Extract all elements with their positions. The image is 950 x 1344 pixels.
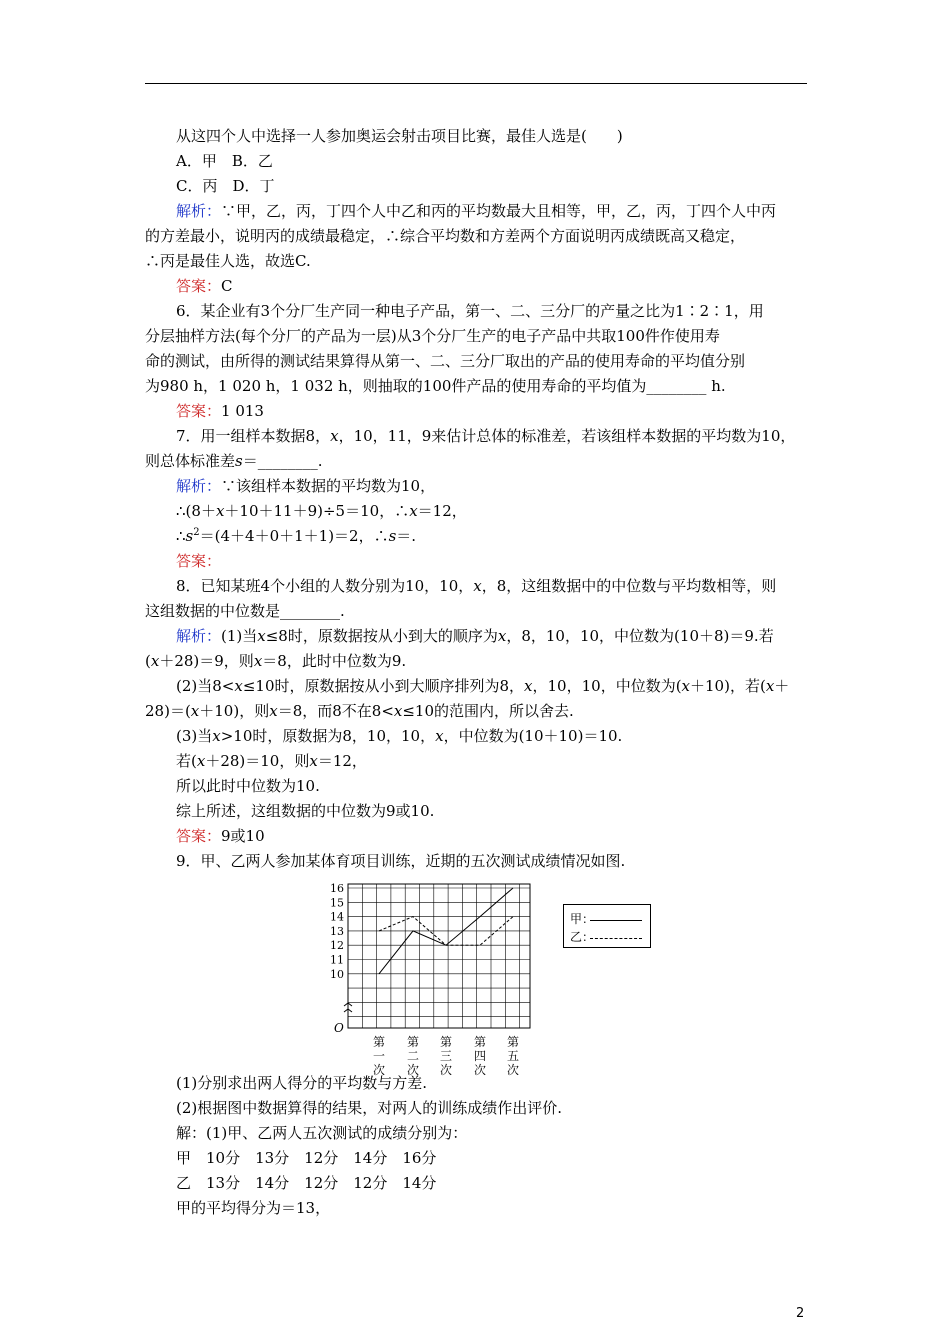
var-x: x xyxy=(212,727,221,745)
x-tick-label: 第 xyxy=(406,1035,420,1049)
q6-line-1: 6．某企业有3个分厂生产同一种电子产品，第一、二、三分厂的产量之比为1∶2∶1，用 xyxy=(176,302,764,320)
q6-line-3: 命的测试，由所得的测试结果算得从第一、二、三分厂取出的产品的使用寿命的平均值分别 xyxy=(145,352,746,370)
q9-row-jia: 甲 10分 13分 12分 14分 16分 xyxy=(176,1149,437,1167)
var-x: x xyxy=(681,677,691,695)
q6-line-4: 为980 h，1 020 h，1 032 h，则抽取的100件产品的使用寿命的平均值为________ h. xyxy=(145,377,726,395)
var-x: x xyxy=(497,627,507,645)
q8-text: (3)当 xyxy=(176,727,213,745)
y-tick-label: 15 xyxy=(330,896,344,910)
answer-label: 答案： xyxy=(176,552,222,570)
x-tick-label: 次 xyxy=(372,1063,386,1077)
y-tick-label: 12 xyxy=(330,939,344,953)
q8-line-2: 这组数据的中位数是________. xyxy=(145,602,345,620)
score-line-chart xyxy=(320,876,550,1077)
y-tick-label: 13 xyxy=(330,924,344,938)
q9-line-1: 9．甲、乙两人参加某体育项目训练，近期的五次测试成绩情况如图. xyxy=(176,852,626,870)
q7-analysis-text: ∵该组样本数据的平均数为10， xyxy=(221,477,436,495)
q8-text: ，8，这组数据中的中位数与平均数相等，则 xyxy=(481,577,777,595)
q7-answer-line xyxy=(176,551,221,571)
q7-analysis-text: ∴ xyxy=(176,527,186,545)
q6-line-2: 分层抽样方法(每个分厂的产品为一层)从3个分厂生产的电子产品中共取100件作使用寿 xyxy=(145,327,720,345)
x-tick-label: 第 xyxy=(439,1035,453,1049)
chart-y-ticks xyxy=(330,882,344,981)
q8-text: ( xyxy=(145,652,151,670)
q8-answer: 9或10 xyxy=(221,827,265,845)
q7-text: ，10，11，9来估计总体的标准差，若该组样本数据的平均数为10， xyxy=(338,427,796,445)
legend-yi-label: 乙： xyxy=(570,930,595,944)
x-tick-label: 次 xyxy=(439,1063,453,1077)
q8-text: ＋10)，若( xyxy=(690,677,766,695)
legend-yi-line xyxy=(590,938,642,939)
q5-stem: 从这四个人中选择一人参加奥运会射击项目比赛，最佳人选是( ) xyxy=(176,127,623,145)
var-x: x xyxy=(524,677,533,695)
q5-analysis-text-2: 的方差最小，说明丙的成绩最稳定，∴综合平均数和方差两个方面说明丙成绩既高又稳定， xyxy=(145,227,746,245)
chart-x-labels xyxy=(373,1035,519,1077)
x-tick-label: 五 xyxy=(506,1049,520,1063)
q8-analysis-line-7: 所以此时中位数为10. xyxy=(176,777,320,795)
analysis-label: 解析： xyxy=(176,627,222,645)
q7-analysis-text: ＝. xyxy=(396,527,417,545)
q8-text: 8．已知某班4个小组的人数分别为10，10， xyxy=(176,577,474,595)
answer-label: 答案： xyxy=(176,277,222,295)
q8-text: ，8，10，10，中位数为(10＋8)＝9.若 xyxy=(506,627,774,645)
x-tick-label: 四 xyxy=(473,1049,487,1063)
page-number: 2 xyxy=(796,1306,805,1321)
q7-text: 7．用一组样本数据8， xyxy=(176,427,331,445)
q8-text: ，10，10，中位数为( xyxy=(532,677,682,695)
var-x: x xyxy=(150,652,160,670)
q8-analysis-line-1 xyxy=(176,626,774,646)
q7-analysis-text: ∴(8＋ xyxy=(176,502,216,520)
var-x: x xyxy=(196,752,206,770)
q7-analysis-line-1 xyxy=(176,476,435,496)
q6-answer-line xyxy=(176,401,264,421)
y-tick-label: 11 xyxy=(330,953,344,967)
var-x: x xyxy=(409,502,418,520)
answer-label: 答案： xyxy=(176,827,222,845)
analysis-label: 解析： xyxy=(176,202,222,220)
q8-answer-line xyxy=(176,826,265,846)
q9-solution: 解：(1)甲、乙两人五次测试的成绩分别为： xyxy=(176,1124,468,1142)
q8-text: ＋28)＝10，则 xyxy=(205,752,310,770)
var-x: x xyxy=(473,577,482,595)
q8-analysis-line-5 xyxy=(176,726,622,746)
q8-text: ≤10的范围内，所以舍去. xyxy=(402,702,574,720)
x-tick-label: 二 xyxy=(406,1049,420,1063)
q8-text: >10时，原数据为8，10，10， xyxy=(220,727,436,745)
q7-analysis-text: ＝(4＋4＋0＋1＋1)＝2，∴ xyxy=(199,527,389,545)
var-x: x xyxy=(269,702,278,720)
analysis-label: 解析： xyxy=(176,477,222,495)
q8-text: ≤10时，原数据按从小到大顺序排列为8， xyxy=(242,677,525,695)
q7-text: ＝________. xyxy=(242,452,323,470)
var-x: x xyxy=(393,702,403,720)
var-s: s xyxy=(388,527,397,545)
q7-line-2 xyxy=(145,451,323,471)
q8-analysis-line-3 xyxy=(176,676,789,696)
q8-text: 28)＝( xyxy=(145,702,191,720)
x-tick-label: 一 xyxy=(372,1049,386,1063)
q8-text: ≤8时，原数据按从小到大的顺序为 xyxy=(265,627,498,645)
chart-legend xyxy=(563,904,651,948)
q7-analysis-text: ＝12， xyxy=(417,502,467,520)
x-tick-label: 第 xyxy=(372,1035,386,1049)
q8-text: ＋28)＝9，则 xyxy=(159,652,254,670)
q8-text: ，中位数为(10＋10)＝10. xyxy=(443,727,623,745)
q5-answer-line xyxy=(176,276,233,296)
var-x: x xyxy=(435,727,444,745)
q9-row-yi: 乙 13分 14分 12分 12分 14分 xyxy=(176,1174,437,1192)
q8-text: ＝8，而8不在8< xyxy=(277,702,394,720)
q8-analysis-line-8: 综上所述，这组数据的中位数为9或10. xyxy=(176,802,435,820)
q8-analysis-line-2 xyxy=(145,651,406,671)
superscript: 2 xyxy=(193,527,200,538)
var-x: x xyxy=(190,702,200,720)
x-tick-label: 次 xyxy=(406,1063,420,1077)
q5-options-cd: C．丙 D．丁 xyxy=(176,177,275,195)
q8-analysis-line-4 xyxy=(145,701,574,721)
x-tick-label: 第 xyxy=(473,1035,487,1049)
legend-jia-label: 甲： xyxy=(570,912,595,926)
q9-sub-1: (1)分别求出两人得分的平均数与方差. xyxy=(176,1074,428,1092)
y-tick-label: 10 xyxy=(330,967,344,981)
var-x: x xyxy=(257,627,266,645)
legend-jia-line xyxy=(590,920,642,921)
var-s: s xyxy=(235,452,243,470)
var-x: x xyxy=(309,752,318,770)
q8-text: (1)当 xyxy=(221,627,258,645)
q8-text: ＝12， xyxy=(317,752,367,770)
y-tick-label: 16 xyxy=(330,882,344,895)
q8-text: ＋ xyxy=(774,677,790,695)
chart-grid xyxy=(344,884,530,1028)
x-tick-label: 第 xyxy=(506,1035,520,1049)
q8-line-1 xyxy=(176,576,776,596)
q8-analysis-line-6 xyxy=(176,751,367,771)
answer-label: 答案： xyxy=(176,402,222,420)
chart-origin-label: O xyxy=(334,1021,344,1035)
x-tick-label: 三 xyxy=(439,1049,453,1063)
q5-analysis-line xyxy=(176,201,776,221)
q5-analysis-text-1: ∵甲，乙，丙，丁四个人中乙和丙的平均数最大且相等，甲，乙，丙，丁四个人中丙 xyxy=(221,202,777,220)
q7-text: 则总体标准差 xyxy=(145,452,236,470)
q7-analysis-line-3 xyxy=(176,526,416,546)
q5-options-ab: A．甲 B．乙 xyxy=(176,152,273,170)
var-x: x xyxy=(253,652,263,670)
q5-answer: C xyxy=(221,277,233,295)
q8-text: (2)当8< xyxy=(176,677,235,695)
q6-answer: 1 013 xyxy=(221,402,264,420)
q7-line-1 xyxy=(176,426,795,446)
q7-analysis-line-2 xyxy=(176,501,467,521)
q8-text: ＝8，此时中位数为9. xyxy=(262,652,407,670)
x-tick-label: 次 xyxy=(473,1063,487,1077)
q9-sub-2: (2)根据图中数据算得的结果，对两人的训练成绩作出评价. xyxy=(176,1099,563,1117)
q9-mean-jia: 甲的平均得分为＝13， xyxy=(176,1199,331,1217)
x-tick-label: 次 xyxy=(506,1063,520,1077)
q7-analysis-text: ＋10＋11＋9)÷5＝10，∴ xyxy=(224,502,410,520)
var-x: x xyxy=(765,677,775,695)
var-x: x xyxy=(234,677,243,695)
q8-text: ＋10)，则 xyxy=(199,702,270,720)
var-x: x xyxy=(330,427,339,445)
y-tick-label: 14 xyxy=(330,910,344,924)
q8-text: 若( xyxy=(176,752,197,770)
chart-frame xyxy=(348,884,530,1028)
var-s: s xyxy=(185,527,194,545)
q5-analysis-text-3: ∴丙是最佳人选，故选C. xyxy=(145,252,311,270)
header-rule xyxy=(145,83,807,84)
var-x: x xyxy=(215,502,225,520)
